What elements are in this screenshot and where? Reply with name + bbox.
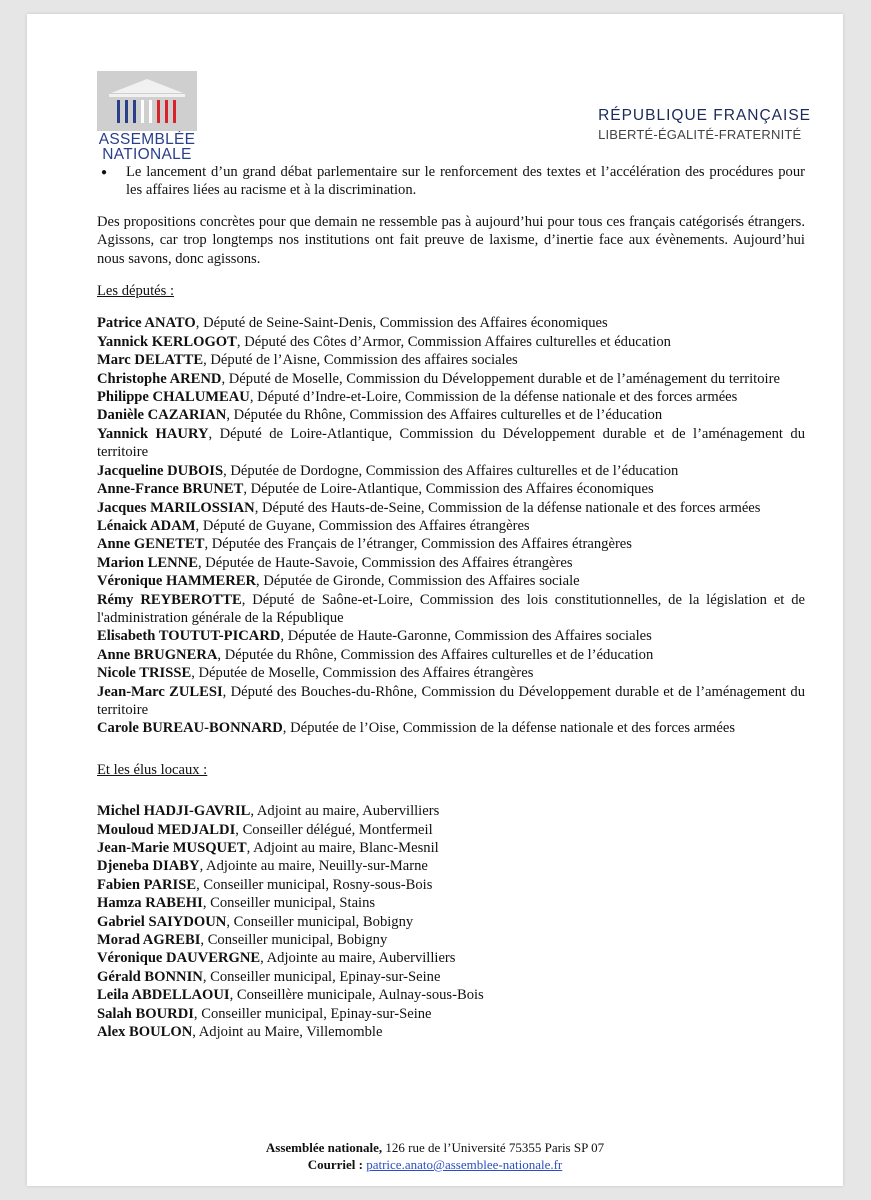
person-name: Fabien PARISE [97,876,197,893]
person-role: , Conseiller délégué, Montfermeil [235,821,433,838]
footer-mail-line [27,1156,843,1173]
person-name: Hamza RABEHI [97,895,203,912]
list-item [97,1005,805,1023]
person-name: Carole BUREAU-BONNARD [97,720,283,737]
list-item [97,683,805,720]
list-item [97,535,805,553]
person-name: Christophe AREND [97,370,222,387]
person-role: , Députée de Loire-Atlantique, Commission des Affaires économiques [243,481,654,498]
person-name: Leila ABDELLAOUI [97,987,230,1004]
person-role: , Conseiller municipal, Epinay-sur-Seine [202,968,441,985]
person-role: , Adjoint au Maire, Villemomble [192,1024,383,1041]
list-item [97,627,805,645]
deputes-heading: Les députés : [97,283,175,300]
person-name: Véronique DAUVERGNE [97,950,261,967]
person-role: , Député des Hauts-de-Seine, Commission de la défense nationale et des forces armées [254,499,761,516]
document-body [97,163,805,1041]
person-role: , Adjointe au maire, Neuilly-sur-Marne [199,858,428,875]
list-item [97,876,805,894]
footer-address: 126 rue de l’Université 75355 Paris SP 07 [382,1140,605,1155]
list-item [97,480,805,498]
person-name: Nicole TRISSE [97,665,192,682]
person-role: , Conseiller municipal, Rosny-sous-Bois [196,876,433,893]
list-item [97,462,805,480]
person-role: , Conseiller municipal, Epinay-sur-Seine [193,1005,432,1022]
footer-address-line [27,1139,843,1156]
list-item [97,913,805,931]
intro-paragraph: Des propositions concrètes pour que demain ne ressemble pas à aujourd’hui pour tous ces français catégorisés étrangers. Agissons, car trop longtemps nos institutions ont fait preuve de laxisme, d’inertie face aux évènements. Aujourd’hui nous savons, donc agissons. [97,213,805,267]
person-name: Philippe CHALUMEAU [97,389,250,406]
person-name: Gérald BONNIN [97,968,203,985]
list-item [97,857,805,875]
list-item [97,839,805,857]
person-name: Yannick KERLOGOT [97,333,237,350]
person-role: , Député des Côtes d’Armor, Commission Affaires culturelles et éducation [236,333,671,350]
person-role: , Député de Loire-Atlantique, Commission du Développement durable et de l’aménagement du territoire [97,425,805,461]
footer-mail-label: Courriel : [307,1157,363,1172]
person-role: , Députée de l’Oise, Commission de la défense nationale et des forces armées [282,720,736,737]
logo-line-1: ASSEMBLÉE [98,131,196,148]
logo-text [97,132,197,162]
person-name: Patrice ANATO [97,315,196,332]
list-item [97,314,805,332]
person-name: Danièle CAZARIAN [97,407,227,424]
person-name: Jean-Marc ZULESI [97,683,223,700]
list-item [97,802,805,820]
person-name: Anne GENETET [97,536,205,553]
person-name: Salah BOURDI [97,1005,194,1022]
person-name: Djeneba DIABY [97,858,200,875]
person-role: , Députée de Moselle, Commission des Affaires étrangères [191,665,534,682]
person-role: , Députée de Haute-Savoie, Commission des Affaires étrangères [197,554,573,571]
list-item [97,986,805,1004]
elus-heading: Et les élus locaux : [97,761,208,778]
person-role: , Conseiller municipal, Bobigny [226,913,414,930]
logo-emblem [97,71,197,131]
list-item [97,351,805,369]
list-item [97,664,805,682]
list-item [97,1023,805,1041]
list-item [97,968,805,986]
person-name: Véronique HAMMERER [97,573,257,590]
person-role: , Adjoint au maire, Aubervilliers [250,803,440,820]
person-role: , Députée de Dordogne, Commission des Affaires culturelles et de l’éducation [223,462,679,479]
list-item [97,572,805,590]
list-item [97,949,805,967]
list-item [97,591,805,628]
person-name: Lénaick ADAM [97,517,196,534]
person-name: Anne BRUGNERA [97,646,218,663]
person-role: , Députée de Haute-Garonne, Commission des Affaires sociales [280,628,652,645]
person-role: , Député de Seine-Saint-Denis, Commission des Affaires économiques [195,315,608,332]
list-item [97,719,805,737]
person-name: Gabriel SAIYDOUN [97,913,227,930]
person-role: , Députée de Gironde, Commission des Affaires sociale [256,573,580,590]
person-role: , Conseillère municipale, Aulnay-sous-Bois [229,987,484,1004]
person-role: , Députée du Rhône, Commission des Affaires culturelles et de l’éducation [217,646,654,663]
person-role: , Conseiller municipal, Bobigny [200,932,388,949]
elus-list [97,802,805,1041]
document-page [27,14,843,1186]
person-name: Jacques MARILOSSIAN [97,499,255,516]
person-role: , Conseiller municipal, Stains [202,895,376,912]
person-name: Marion LENNE [97,554,198,571]
list-item [97,821,805,839]
republic-title: RÉPUBLIQUE FRANÇAISE [598,107,811,124]
person-name: Mouloud MEDJALDI [97,821,236,838]
person-role: , Adjointe au maire, Aubervilliers [260,950,456,967]
list-item [97,333,805,351]
person-role: , Député des Bouches-du-Rhône, Commission du Développement durable et de l’aménagement du territoire [97,683,805,718]
list-item [97,425,805,462]
list-item [97,554,805,572]
person-role: , Député de l’Aisne, Commission des affaires sociales [203,352,518,369]
list-item [97,388,805,406]
footer-org: Assemblée nationale, [265,1140,383,1155]
list-item [97,894,805,912]
person-name: Jean-Marie MUSQUET [97,840,247,856]
logo-line-2: NATIONALE [102,146,192,163]
person-name: Elisabeth TOUTUT-PICARD [97,628,281,645]
list-item [97,406,805,424]
republic-header [598,107,811,142]
person-name: Michel HADJI-GAVRIL [97,803,251,820]
bullet-item [97,163,805,200]
person-name: Morad AGREBI [97,932,201,949]
person-name: Marc DELATTE [97,352,204,369]
list-item [97,517,805,535]
list-item [97,370,805,388]
list-item [97,931,805,949]
footer-email-link[interactable]: patrice.anato@assemblee-nationale.fr [366,1157,563,1172]
person-role: , Adjoint au maire, Blanc-Mesnil [246,840,439,856]
person-name: Anne-France BRUNET [97,481,244,498]
person-name: Alex BOULON [97,1024,193,1041]
person-role: , Député de Moselle, Commission du Développement durable et de l’aménagement du territoire [221,370,780,387]
republic-motto: LIBERTÉ-ÉGALITÉ-FRATERNITÉ [598,127,802,142]
person-name: Rémy REYBEROTTE [97,591,242,608]
bullet-icon: ● [101,167,108,178]
person-role: , Député de Saône-et-Loire, Commission des lois constitutionnelles, de la législation et de l'administration générale de la République [97,591,805,626]
bullet-text: Le lancement d’un grand débat parlementaire sur le renforcement des textes et l’accélération des procédures pour les affaires liées au racisme et à la discrimination. [126,164,805,199]
deputes-list [97,314,805,737]
person-name: Yannick HAURY [97,425,209,442]
list-item [97,499,805,517]
person-role: , Députée du Rhône, Commission des Affaires culturelles et de l’éducation [226,407,663,424]
assemblee-nationale-logo [97,71,199,162]
person-role: , Députée des Français de l’étranger, Commission des Affaires étrangères [204,536,632,553]
page-footer [27,1139,843,1173]
person-role: , Député d’Indre-et-Loire, Commission de la défense nationale et des forces armées [249,389,738,406]
person-name: Jacqueline DUBOIS [97,462,224,479]
list-item [97,646,805,664]
person-role: , Député de Guyane, Commission des Affaires étrangères [195,517,530,534]
